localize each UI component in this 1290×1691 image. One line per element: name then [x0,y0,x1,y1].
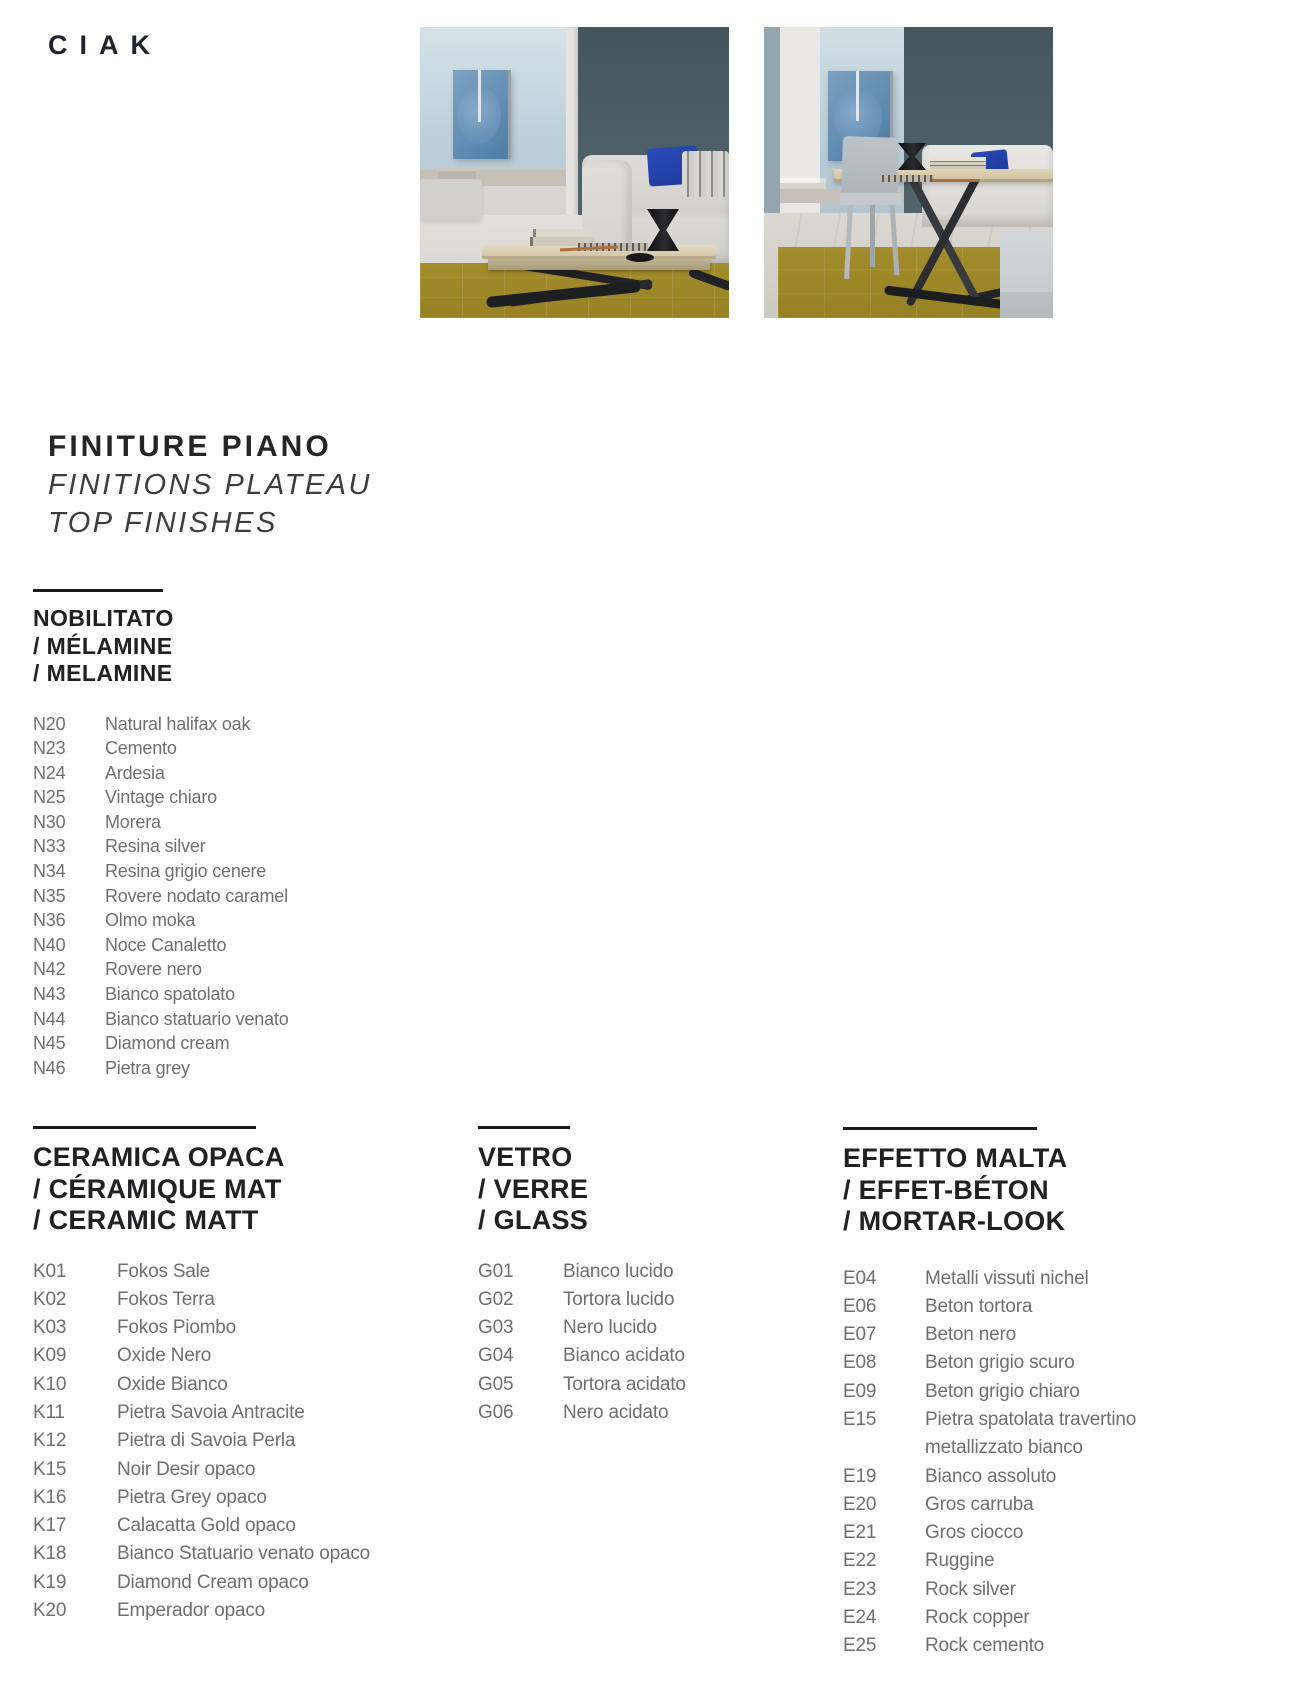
finish-code: E07 [843,1324,877,1346]
art-slit [856,71,859,121]
finish-name: Rock silver [925,1578,1016,1600]
finish-list-melamine [33,712,289,1081]
finish-name: Pietra di Savoia Perla [117,1430,296,1452]
finish-name: Noir Desir opaco [117,1458,256,1480]
finish-code: K18 [33,1543,67,1565]
finish-item [843,1406,1177,1463]
section-title-it: EFFETTO MALTA [843,1143,1068,1173]
finish-code: N46 [33,1057,66,1078]
finish-code: N20 [33,713,66,734]
lifestyle-photo-dining-table [764,27,1053,318]
finish-name: Diamond cream [105,1033,230,1054]
heading-french: FINITIONS PLATEAU [48,469,372,501]
finish-item [33,1007,289,1032]
finish-item [843,1349,1177,1377]
finish-code: E20 [843,1493,877,1515]
black-dish [626,253,654,262]
finish-code: N30 [33,811,66,832]
finish-code: N45 [33,1033,66,1054]
finish-code: K12 [33,1430,67,1452]
finish-name: Fokos Piombo [117,1317,237,1339]
product-title: CIAK [48,30,162,60]
finish-item [33,1484,370,1512]
finish-name: Morera [105,811,161,832]
section-title-en: / CERAMIC MATT [33,1205,259,1235]
finish-name: Tortora acidato [563,1373,686,1395]
finish-code: E21 [843,1522,877,1544]
finish-item [33,1056,289,1081]
heading-english: TOP FINISHES [48,507,278,539]
finish-code: K15 [33,1458,67,1480]
finish-name: Resina grigio cenere [105,861,267,882]
finish-item [33,1399,370,1427]
finish-name: Rovere nodato caramel [105,885,288,906]
finish-item [843,1604,1177,1632]
finish-item [33,884,289,909]
finish-item [843,1547,1177,1575]
wall-art [453,70,511,159]
finish-code: E25 [843,1635,877,1657]
finish-name: Beton nero [925,1324,1016,1346]
finish-item [478,1371,686,1399]
finish-item [33,982,289,1007]
finish-name: Fokos Sale [117,1260,211,1282]
finish-name: Resina silver [105,836,206,857]
finish-name: Natural halifax oak [105,713,251,734]
finish-item [843,1519,1177,1547]
section-divider [843,1127,1037,1130]
finish-item [33,908,289,933]
notebook [882,175,934,182]
finish-item [33,1569,370,1597]
finish-item [478,1342,686,1370]
finish-name: Olmo moka [105,910,196,931]
books-stack [930,157,986,169]
finish-code: G05 [478,1373,514,1395]
page-heading [48,428,372,542]
finish-item [33,1286,370,1314]
finish-code: G02 [478,1288,514,1310]
finish-name: Oxide Bianco [117,1373,228,1395]
section-title-fr: / VERRE [478,1173,589,1204]
section-title [843,1143,1177,1238]
finish-item [843,1632,1177,1660]
finish-code: K16 [33,1486,67,1508]
finish-item [33,1427,370,1455]
finish-item [843,1491,1177,1519]
finish-code: K17 [33,1515,67,1537]
section-title-en: / MELAMINE [33,660,173,686]
finish-item [33,1342,370,1370]
finish-name: Pietra spatolata travertino metallizzato bianco [925,1408,1137,1459]
lifestyle-photo-coffee-table [420,27,729,318]
finish-name: Fokos Terra [117,1288,215,1310]
finish-item [843,1463,1177,1491]
finish-code: G04 [478,1345,514,1367]
finish-item [843,1321,1177,1349]
finish-code: E08 [843,1352,877,1374]
finish-name: Gros ciocco [925,1522,1024,1544]
finish-item [478,1286,686,1314]
finish-name: Gros carruba [925,1493,1034,1515]
finish-code: K11 [33,1401,65,1423]
finish-name: Bianco lucido [563,1260,674,1282]
finish-code: E23 [843,1578,877,1600]
section-title-en: / MORTAR-LOOK [843,1206,1066,1236]
finish-item [33,736,289,761]
finish-item [478,1258,686,1286]
finish-item [33,1371,370,1399]
finish-name: Bianco statuario venato [105,1008,289,1029]
section-mortar-look [843,1127,1177,1661]
finish-name: Emperador opaco [117,1600,266,1622]
finish-code: E19 [843,1465,877,1487]
finish-name: Cemento [105,738,177,759]
finish-name: Bianco spatolato [105,984,235,1005]
section-melamine [33,589,289,1080]
chair-leg [870,205,875,267]
finish-name: Beton grigio scuro [925,1352,1075,1374]
finish-name: Bianco assoluto [925,1465,1057,1487]
finish-name: Pietra Grey opaco [117,1486,267,1508]
finish-name: Nero lucido [563,1317,657,1339]
finish-code: G01 [478,1260,514,1282]
finish-code: N33 [33,836,66,857]
finish-code: E22 [843,1550,877,1572]
finish-item [33,1258,370,1286]
art-slit [478,70,481,122]
finish-item [478,1399,686,1427]
finish-item [33,1031,289,1056]
finish-item [33,1456,370,1484]
finish-code: K20 [33,1600,67,1622]
finish-code: N36 [33,910,66,931]
finish-code: E04 [843,1267,877,1289]
finish-name: Ruggine [925,1550,995,1572]
finish-name: Tortora lucido [563,1288,675,1310]
finish-item [33,712,289,737]
finish-item [33,810,289,835]
finish-item [33,1314,370,1342]
finish-code: K19 [33,1571,67,1593]
finish-list-glass [478,1258,686,1428]
finish-item [33,1597,370,1625]
finish-item [33,957,289,982]
table-under-frame [488,258,710,270]
section-divider [33,1126,256,1129]
finish-name: Rovere nero [105,959,202,980]
finish-item [33,1540,370,1568]
finish-code: K02 [33,1288,67,1310]
finish-name: Bianco Statuario venato opaco [117,1543,370,1565]
finish-code: K09 [33,1345,67,1367]
finish-name: Rock cemento [925,1635,1045,1657]
ottoman [420,179,482,219]
finish-code: N40 [33,934,66,955]
finish-item [843,1293,1177,1321]
finish-name: Metalli vissuti nichel [925,1267,1089,1289]
finish-code: E24 [843,1607,877,1629]
section-title-en: / GLASS [478,1205,589,1235]
section-glass [478,1126,686,1427]
finish-item [33,1512,370,1540]
finish-item [478,1314,686,1342]
finish-item [843,1576,1177,1604]
finish-item [33,785,289,810]
section-title-it: NOBILITATO [33,605,174,631]
finish-name: Pietra Savoia Antracite [117,1401,305,1423]
finish-code: N44 [33,1008,66,1029]
finish-code: N24 [33,762,66,783]
heading-italian: FINITURE PIANO [48,430,332,463]
section-title-fr: / CÉRAMIQUE MAT [33,1173,282,1204]
section-title-fr: / MÉLAMINE [33,632,173,659]
finish-code: E09 [843,1380,877,1402]
finish-name: Beton grigio chiaro [925,1380,1080,1402]
finish-name: Ardesia [105,762,165,783]
side-wall [764,27,780,217]
finish-code: K01 [33,1260,67,1282]
finish-code: N34 [33,861,66,882]
chair-seat [840,193,902,205]
finish-code: N42 [33,959,66,980]
finish-item [33,761,289,786]
finish-code: N25 [33,787,66,808]
finish-item [33,834,289,859]
book [533,229,591,237]
section-title [478,1142,686,1237]
finish-code: N35 [33,885,66,906]
finish-list-ceramic [33,1258,370,1626]
wall-pillar [566,27,578,223]
section-title-fr: / EFFET-BÉTON [843,1174,1049,1205]
finish-code: K03 [33,1317,67,1339]
finish-code: E06 [843,1295,877,1317]
pencil [932,179,980,182]
finish-name: Calacatta Gold opaco [117,1515,296,1537]
finish-item [843,1265,1177,1293]
console-shelf [780,183,826,189]
striped-pillow [682,151,729,197]
finish-name: Oxide Nero [117,1345,212,1367]
section-title [33,605,289,688]
finish-item [33,859,289,884]
finish-name: Pietra grey [105,1057,190,1078]
finish-list-mortar [843,1265,1177,1661]
chair-backrest [841,136,899,198]
finish-name: Rock copper [925,1607,1030,1629]
finish-item [843,1378,1177,1406]
finish-name: Diamond Cream opaco [117,1571,309,1593]
section-title-it: VETRO [478,1142,573,1172]
finish-item [33,933,289,958]
finish-name: Vintage chiaro [105,787,217,808]
section-title-it: CERAMICA OPACA [33,1142,285,1172]
finish-code: N43 [33,984,66,1005]
section-title [33,1142,370,1237]
section-divider [33,589,163,592]
finish-name: Beton tortora [925,1295,1033,1317]
finish-code: K10 [33,1373,67,1395]
finish-name: Noce Canaletto [105,934,227,955]
finish-name: Nero acidato [563,1401,669,1423]
finish-code: G06 [478,1401,514,1423]
section-ceramic-matt [33,1126,370,1625]
finish-code: G03 [478,1317,514,1339]
finish-code: E15 [843,1408,877,1430]
finish-name: Bianco acidato [563,1345,685,1367]
finish-code: N23 [33,738,66,759]
chair [1000,231,1053,318]
section-divider [478,1126,570,1129]
